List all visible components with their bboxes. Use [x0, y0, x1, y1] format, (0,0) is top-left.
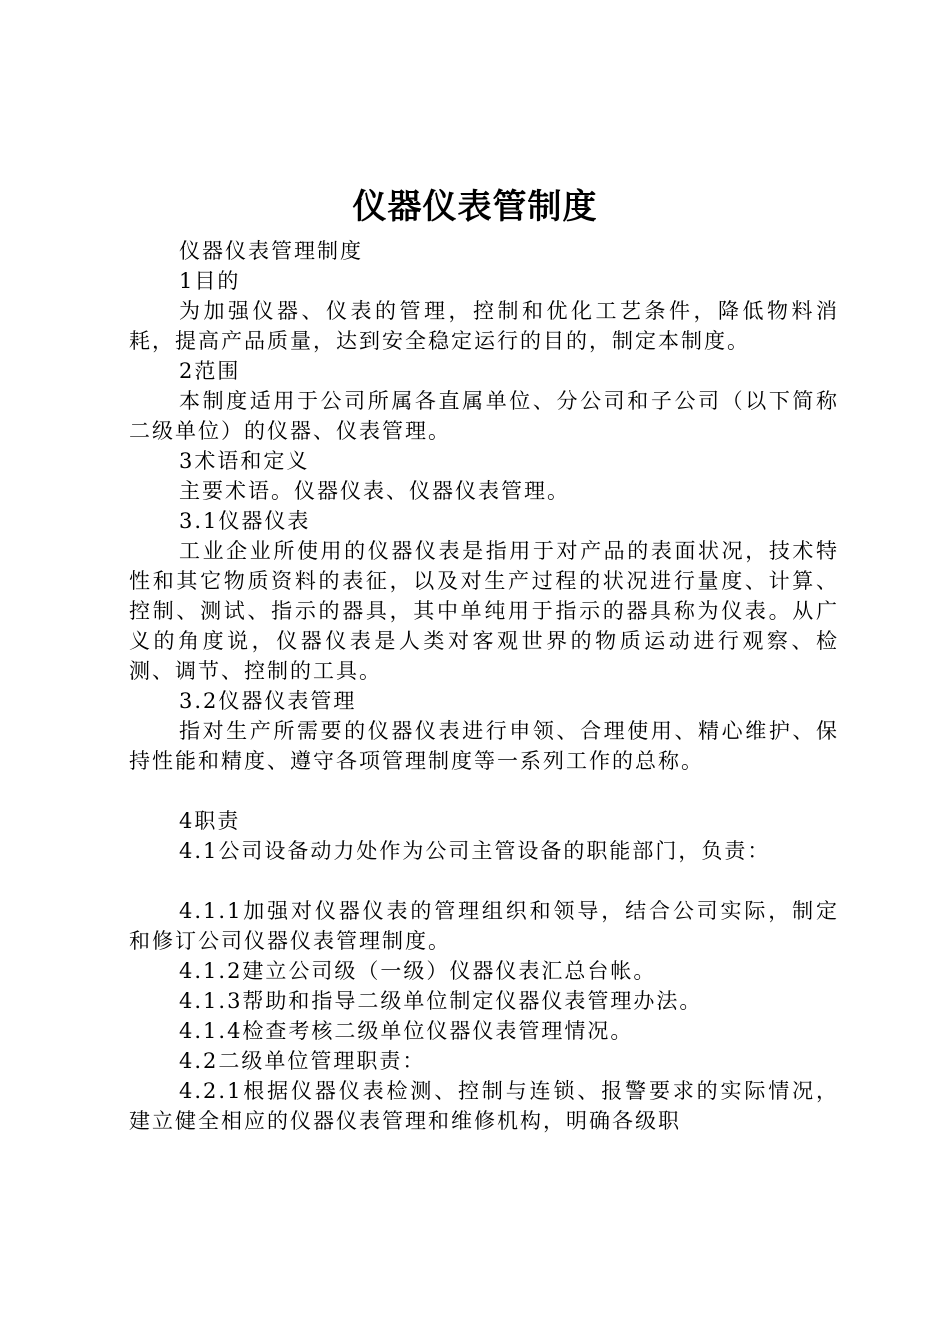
clause-4-2-1: 4.2.1根据仪器仪表检测、控制与连锁、报警要求的实际情况，建立健全相应的仪器仪表管理和维修机构，明确各级职 — [129, 1079, 839, 1133]
clause-4-2: 4.2二级单位管理职责： — [179, 1049, 426, 1073]
paragraph-instruments-definition: 工业企业所使用的仪器仪表是指用于对产品的表面状况，技术特性和其它物质资料的表征，以及对生产过程的状况进行量度、计算、控制、测试、指示的器具，其中单纯用于指示的器具称为仪表。从广义的角度说，仪器仪表是人类对客观世界的物质运动进行观察、检测、调节、控制的工具。 — [129, 539, 839, 683]
section-heading-terms: 3术语和定义 — [179, 449, 310, 473]
subsection-heading-instrument-management: 3.2仪器仪表管理 — [179, 689, 357, 713]
clause-4-1-1: 4.1.1加强对仪器仪表的管理组织和领导，结合公司实际，制定和修订公司仪器仪表管理制度。 — [129, 899, 839, 953]
paragraph-spacer — [129, 866, 839, 896]
paragraph-spacer — [129, 776, 839, 806]
subsection-heading-instruments: 3.1仪器仪表 — [179, 509, 311, 533]
clause-4-1-2: 4.1.2建立公司级（一级）仪器仪表汇总台帐。 — [179, 959, 657, 983]
clause-4-1: 4.1公司设备动力处作为公司主管设备的职能部门，负责： — [179, 839, 771, 863]
section-heading-purpose: 1目的 — [179, 269, 241, 293]
paragraph-purpose: 为加强仪器、仪表的管理，控制和优化工艺条件，降低物料消耗，提高产品质量，达到安全稳定运行的目的，制定本制度。 — [129, 299, 839, 353]
section-heading-responsibilities: 4职责 — [179, 809, 241, 833]
paragraph-instrument-management: 指对生产所需要的仪器仪表进行申领、合理使用、精心维护、保持性能和精度、遵守各项管理制度等一系列工作的总称。 — [129, 719, 839, 773]
section-heading-scope: 2范围 — [179, 359, 241, 383]
paragraph-terms: 主要术语。仪器仪表、仪器仪表管理。 — [179, 479, 570, 503]
document-body — [129, 236, 839, 1136]
document-title: 仪器仪表管制度 — [352, 187, 598, 227]
paragraph-heading: 仪器仪表管理制度 — [179, 239, 363, 263]
clause-4-1-4: 4.1.4检查考核二级单位仪器仪表管理情况。 — [179, 1019, 634, 1043]
clause-4-1-3: 4.1.3帮助和指导二级单位制定仪器仪表管理办法。 — [179, 989, 703, 1013]
paragraph-scope: 本制度适用于公司所属各直属单位、分公司和子公司（以下简称二级单位）的仪器、仪表管理。 — [129, 389, 839, 443]
